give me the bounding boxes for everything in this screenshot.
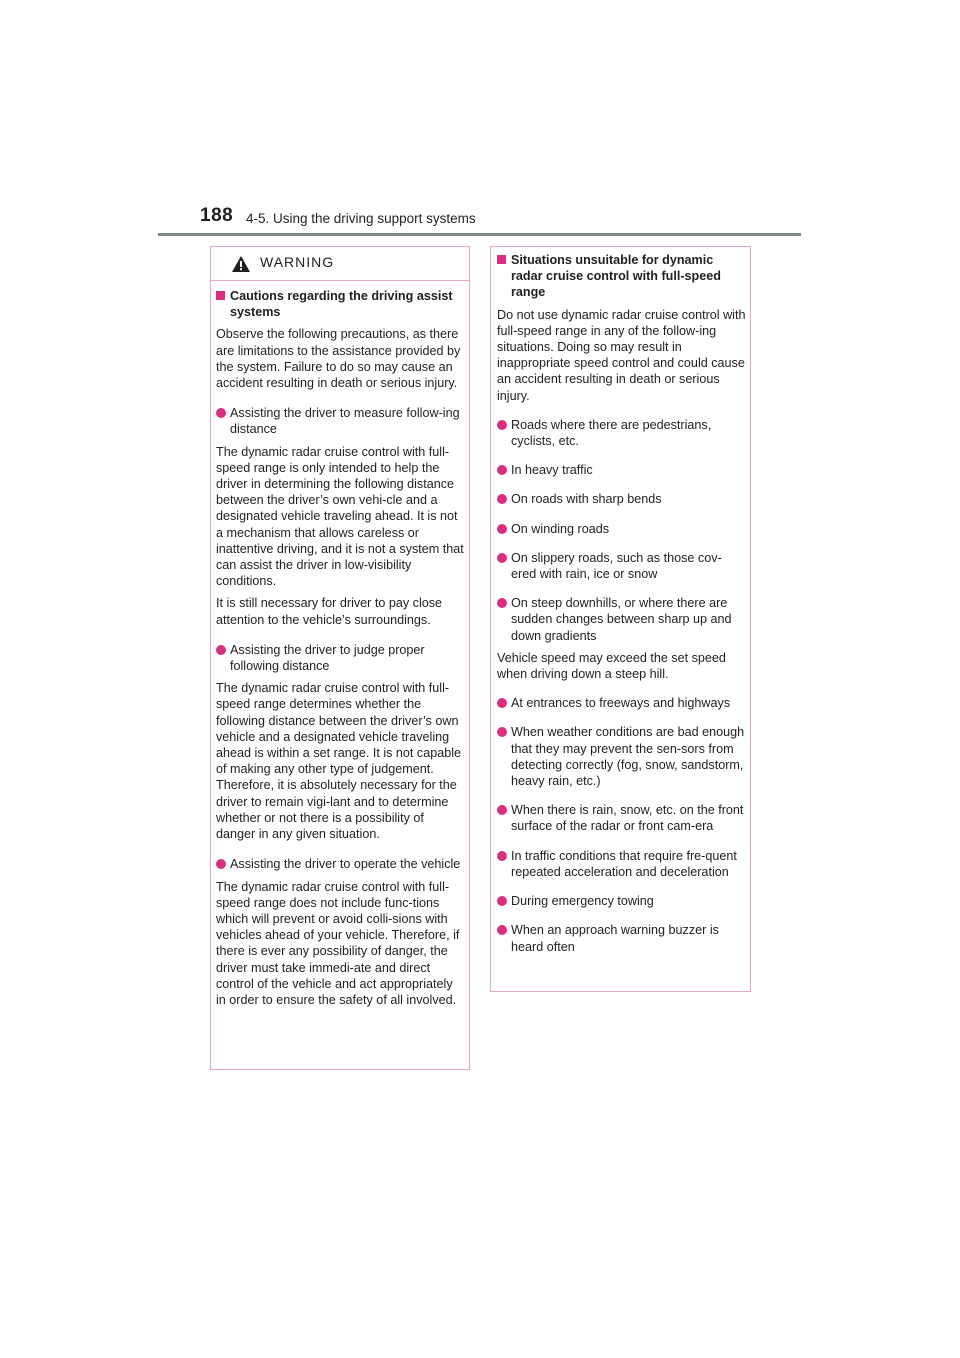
warning-triangle-icon [231,255,251,273]
list-item [497,550,746,582]
list-item [497,802,746,834]
round-bullet-icon [497,553,507,563]
warning-title: WARNING [260,254,335,270]
warning-intro: Observe the following precautions, as there are limitations to the assistance provided by the system. Failure to do so may cause an accident resulting in death or serious injury. [216,327,461,391]
list-item [497,521,746,537]
list-item-text: During emergency towing [511,894,654,909]
list-item [216,856,465,872]
list-item-text: When an approach warning buzzer is heard often [511,923,719,954]
situations-box [490,246,751,992]
section-title: 4-5. Using the driving support systems [246,211,476,226]
situations-heading [497,252,746,301]
list-item-text: Assisting the driver to judge proper following distance [230,642,425,674]
list-item [216,642,465,674]
list-item [497,848,746,880]
list-item-text: Assisting the driver to operate the vehicle [230,857,461,872]
round-bullet-icon [216,645,226,655]
round-bullet-icon [497,896,507,906]
list-item-text: On steep downhills, or where there are sudden changes between sharp up and down gradients [511,596,732,643]
warning-header [211,247,469,281]
list-item [497,893,746,909]
page-number: 188 [200,205,234,226]
round-bullet-icon [216,859,226,869]
round-bullet-icon [497,598,507,608]
list-item-text: Roads where there are pedestrians, cyclists, etc. [511,417,712,449]
square-bullet-icon [497,255,506,264]
situations-content [491,252,750,955]
warning-heading-text: Cautions regarding the driving assist systems [230,289,453,320]
situations-intro: Do not use dynamic radar cruise control with full-speed range in any of the follow-ing situations. Doing so may result in inappropriate speed control and could cause an accident resulting in death or serious injury. [497,307,746,403]
list-item [497,922,746,954]
list-item-text: On slippery roads, such as those cov-ered with rain, ice or snow [511,550,722,582]
list-item [497,595,746,644]
list-item [497,417,746,449]
list-item-text: On roads with sharp bends [511,492,662,507]
round-bullet-icon [497,851,507,861]
list-item-text: Assisting the driver to measure follow-ing distance [230,406,460,437]
list-item-text: In traffic conditions that require fre-quent repeated acceleration and deceleration [511,848,737,879]
round-bullet-icon [497,465,507,475]
round-bullet-icon [497,524,507,534]
round-bullet-icon [497,698,507,708]
list-item-text: At entrances to freeways and highways [511,696,731,711]
list-item [497,462,746,478]
round-bullet-icon [497,805,507,815]
header-rule [158,233,801,236]
list-item-text: On winding roads [511,521,610,536]
paragraph: The dynamic radar cruise control with full-speed range is only intended to help the driver in determining the following distance between the driver’s own vehi-cle and a designated vehicle traveling ahead. It is not a mechanism that allows careless or inattentive driving, and it is not a system that can assist the driver in low-visibility conditions. [216,444,464,589]
list-item-text: In heavy traffic [511,463,593,478]
list-item [497,695,746,711]
page-header [200,205,800,235]
warning-box [210,246,470,1070]
round-bullet-icon [216,408,226,418]
list-item [497,724,746,789]
warning-content [211,288,469,1008]
list-item [216,405,465,437]
warning-heading [216,288,465,320]
paragraph: Vehicle speed may exceed the set speed when driving down a steep hill. [497,650,726,682]
round-bullet-icon [497,727,507,737]
round-bullet-icon [497,925,507,935]
list-item-text: When weather conditions are bad enough that they may prevent the sen-sors from detecting correctly (fog, snow, sandstorm, heavy rain, etc.) [511,725,745,789]
list-item-text: When there is rain, snow, etc. on the front surface of the radar or front cam-era [511,803,744,834]
list-item [497,491,746,507]
round-bullet-icon [497,494,507,504]
square-bullet-icon [216,291,225,300]
paragraph: It is still necessary for driver to pay close attention to the vehicle’s surroundings. [216,596,443,627]
round-bullet-icon [497,420,507,430]
situations-heading-text: Situations unsuitable for dynamic radar cruise control with full-speed range [511,253,721,300]
paragraph: The dynamic radar cruise control with full-speed range determines whether the following distance between the driver’s own vehicle and a designated vehicle traveling ahead is within a set range. It is not capable of making any other type of judgement. Therefore, it is absolutely necessary for the driver to remain vigi-lant and to determine whether or not there is a possibility of danger in any given situation. [216,681,462,842]
paragraph: The dynamic radar cruise control with full-speed range does not include func-tions which will prevent or avoid colli-sions with vehicles ahead of your vehicle. Therefore, if there is ever any possibility of danger, the driver must take immedi-ate and direct control of the vehicle and act appropriately in order to ensure the safety of all involved. [216,879,460,1007]
